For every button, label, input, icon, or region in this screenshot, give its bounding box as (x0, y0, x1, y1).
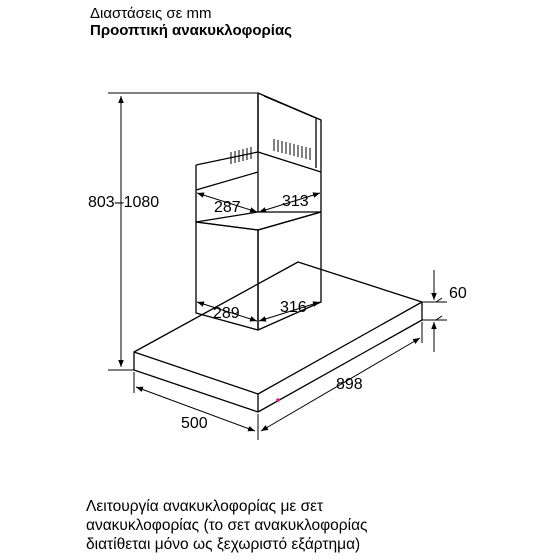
lower-chimney-right-label: 316 (280, 299, 307, 316)
lower-chimney-left-label: 289 (213, 305, 240, 322)
height-range-label: 803–1080 (88, 194, 160, 211)
hood-outline (134, 93, 422, 412)
upper-chimney-right-label: 313 (282, 193, 309, 210)
caption-line-1: Λειτουργία ανακυκλοφορίας με σετ (86, 498, 324, 515)
dimension-labels (88, 193, 467, 432)
caption-line-3: διατίθεται μόνο ως ξεχωριστό εξάρτημα) (86, 536, 361, 553)
canopy-thickness-label: 60 (449, 285, 467, 302)
canopy-width-label: 898 (336, 376, 363, 393)
upper-chimney-left-label: 287 (214, 199, 241, 216)
thickness-tick-bottom (436, 316, 442, 320)
page-title: Προοπτική ανακυκλοφορίας (90, 22, 292, 39)
canopy (134, 262, 422, 412)
caption-line-2: ανακυκλοφορίας (το σετ ανακυκλοφορίας (86, 517, 368, 534)
subtitle: Διαστάσεις σε mm (90, 5, 212, 22)
indicator-light-icon (276, 398, 280, 402)
thickness-tick-top (436, 298, 442, 302)
canopy-depth-label: 500 (181, 415, 208, 432)
caption (86, 497, 556, 554)
vent-slots (231, 139, 310, 164)
